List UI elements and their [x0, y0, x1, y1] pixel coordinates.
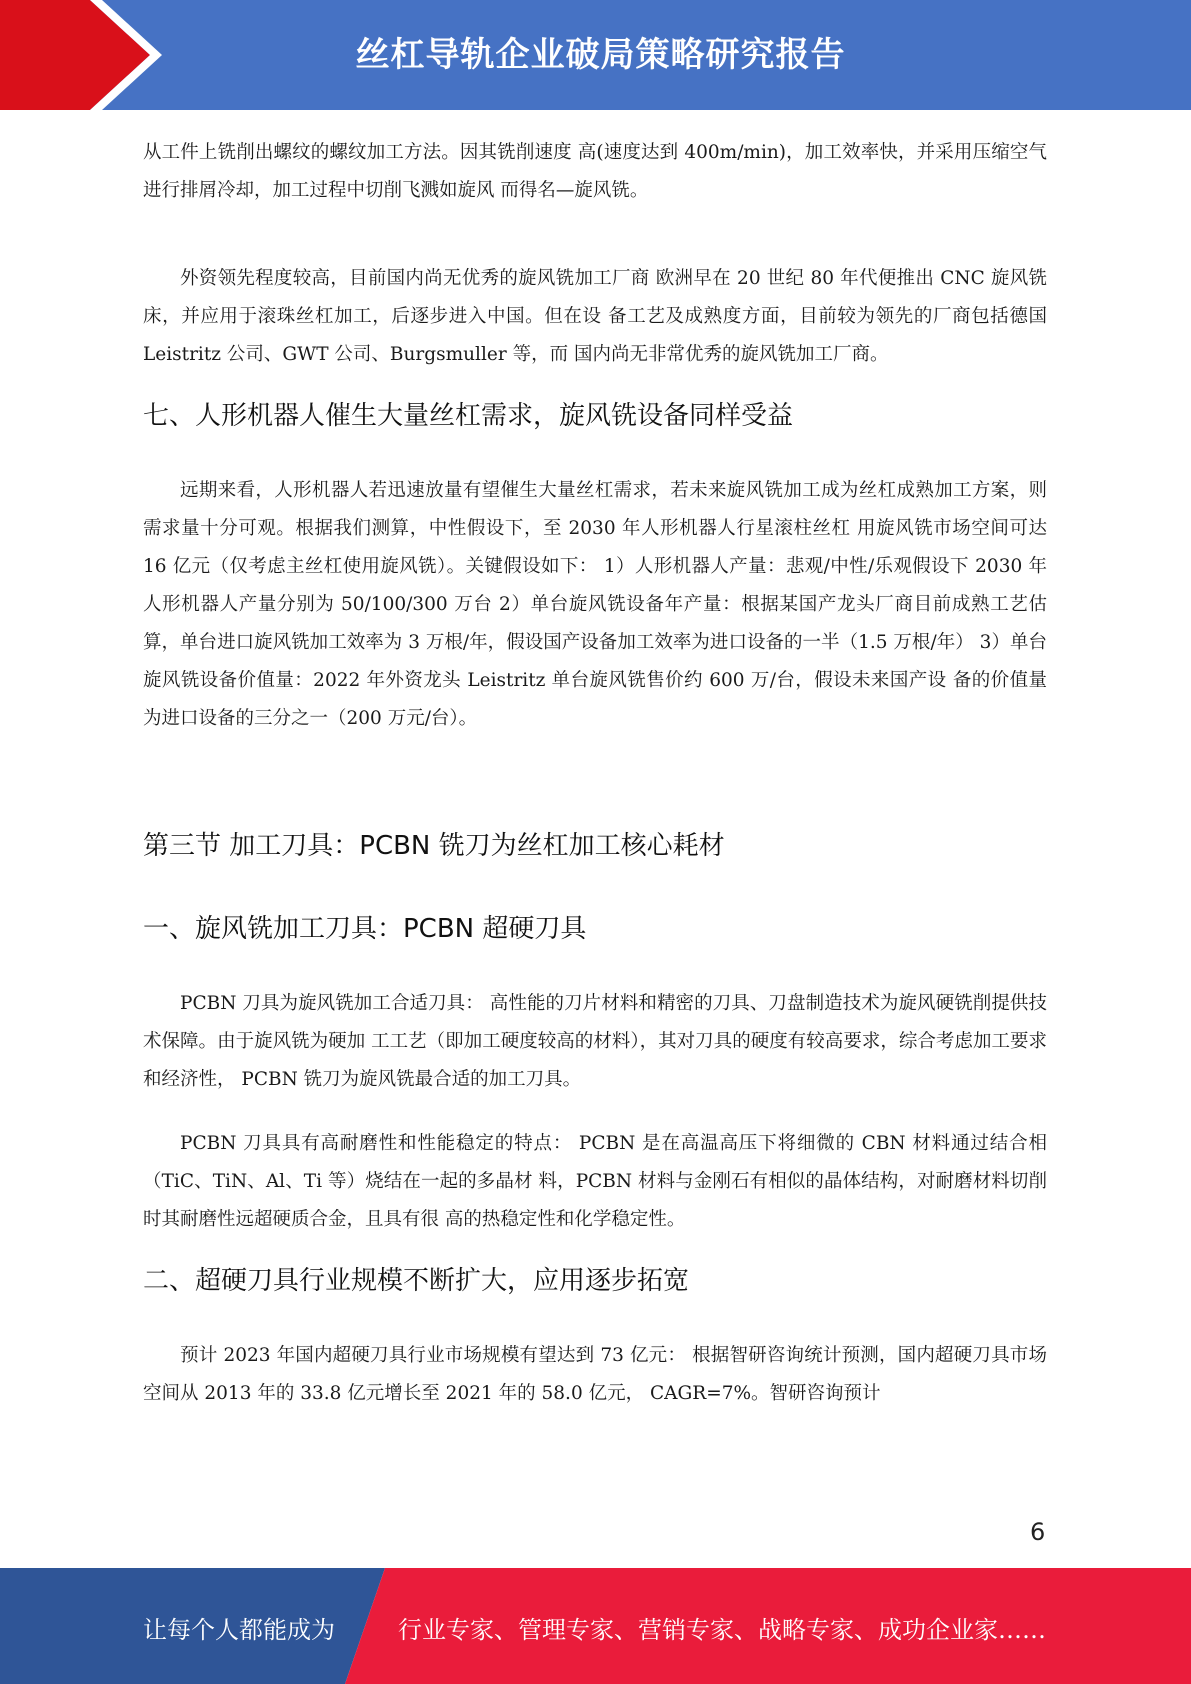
page-header [0, 0, 1191, 110]
heading-subsection-one: 一、旋风铣加工刀具：PCBN 超硬刀具 [143, 914, 587, 944]
header-title: 丝杠导轨企业破局策略研究报告 [355, 35, 846, 75]
paragraph-pcbn-suitable-tool: PCBN 刀具为旋风铣加工合适刀具： 高性能的刀片材料和精密的刀具、刀盘制造技术为旋风硬铣削提供技术保障。由于旋风铣为硬加 工工艺（即加工硬度较高的材料），其对刀具的硬度有较高要求，综合考虑加工要求和经济性， PCBN 铣刀为旋风铣最合适的加工刀具。 [143, 993, 1047, 1090]
heading-subsection-two: 二、超硬刀具行业规模不断扩大，应用逐步拓宽 [143, 1266, 690, 1296]
page-footer [0, 1568, 1191, 1684]
paragraph-whirlwind-milling-definition: 从工件上铣削出螺纹的螺纹加工方法。因其铣削速度 高(速度达到 400m/min)，加工效率快，并采用压缩空气进行排屑冷却，加工过程中切削飞溅如旋风 而得名—旋风铣。 [143, 142, 1047, 201]
paragraph-pcbn-properties: PCBN 刀具具有高耐磨性和性能稳定的特点： PCBN 是在高温高压下将细微的 CBN 材料通过结合相（TiC、TiN、Al、Ti 等）烧结在一起的多晶材 料，PCBN 材料与金刚石有相似的晶体结构，对耐磨材料切削时其耐磨性远超硬质合金，且具有很 高的热稳定性和化学稳定性。 [143, 1133, 1047, 1230]
paragraph-market-size-forecast: 预计 2023 年国内超硬刀具行业市场规模有望达到 73 亿元： 根据智研咨询统计预测，国内超硬刀具市场空间从 2013 年的 33.8 亿元增长至 2021 年的 58.0 亿元， CAGR=7%。智研咨询预计 [143, 1345, 1047, 1404]
paragraph-foreign-leadership: 外资领先程度较高，目前国内尚无优秀的旋风铣加工厂商 欧洲早在 20 世纪 80 年代便推出 CNC 旋风铣床，并应用于滚珠丝杠加工，后逐步进入中国。但在设 备工艺及成熟度方面，目前较为领先的厂商包括德国 Leistritz 公司、GWT 公司、Burgsmuller 等，而 国内尚无非常优秀的旋风铣加工厂商。 [143, 268, 1047, 365]
footer-slogan-right: 行业专家、管理专家、营销专家、战略专家、成功企业家…… [398, 1616, 1046, 1644]
paragraph-humanoid-robot-demand: 远期来看，人形机器人若迅速放量有望催生大量丝杠需求，若未来旋风铣加工成为丝杠成熟加工方案，则需求量十分可观。根据我们测算，中性假设下，至 2030 年人形机器人行星滚柱丝杠 用旋风铣市场空间可达 16 亿元（仅考虑主丝杠使用旋风铣）。关键假设如下： 1）人形机器人产量：悲观/中性/乐观假设下 2030 年人形机器人产量分别为 50/100/300 万台 2）单台旋风铣设备年产量：根据某国产龙头厂商目前成熟工艺估算，单台进口旋风铣加工效率为 3 万根/年，假设国产设备加工效率为进口设备的一半（1.5 万根/年） 3）单台旋风铣设备价值量：2022 年外资龙头 Leistritz 单台旋风铣售价约 600 万/台，假设未来国产设 备的价值量为进口设备的三分之一（200 万元/台）。 [143, 480, 1047, 729]
footer-slogan-left: 让每个人都能成为 [143, 1616, 335, 1644]
document-body [143, 134, 1047, 1413]
heading-section-three: 第三节 加工刀具：PCBN 铣刀为丝杠加工核心耗材 [143, 831, 725, 861]
heading-section-seven: 七、人形机器人催生大量丝杠需求，旋风铣设备同样受益 [143, 401, 794, 431]
page-number: 6 [1030, 1518, 1046, 1546]
